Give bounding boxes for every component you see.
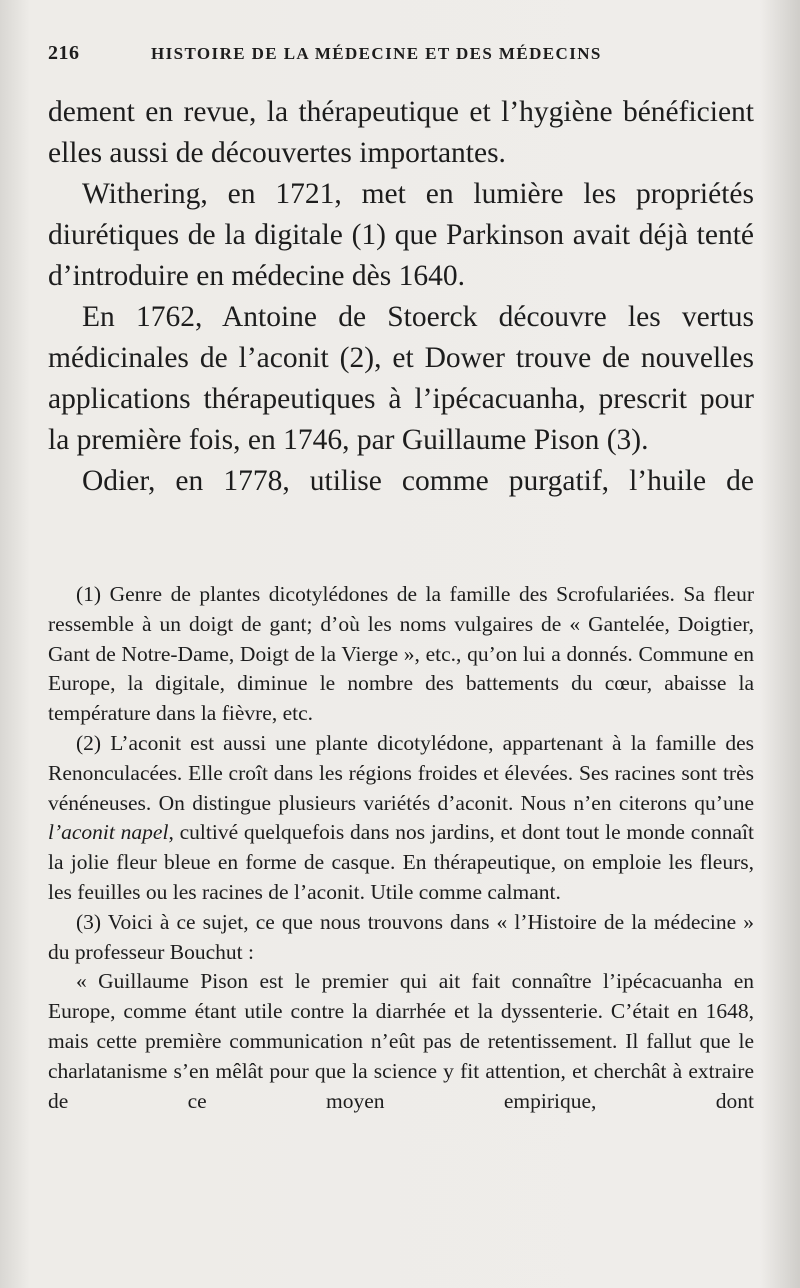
footnotes [48, 580, 754, 1116]
main-text [48, 92, 754, 502]
page-header [48, 42, 748, 72]
footnote-1: (1) Genre de plantes dicotylédones de la famille des Scrofulariées. Sa fleur ressemble à un doigt de gant; d’où les noms vulgaires de « Gantelée, Doigtier, Gant de Notre-Dame, Doigt de la Vierge », etc., qu’on lui a donnés. Commune en Europe, la digitale, diminue le nombre des battements du cœur, abaisse la température dans la fièvre, etc. [48, 582, 754, 726]
footnote-2-italic: l’aconit napel [48, 820, 169, 845]
paragraph-stoerck: En 1762, Antoine de Stoerck découvre les vertus médicinales de l’aconit (2), et Dower trouve de nouvelles applications thérapeutiques à l’ipécacuanha, prescrit pour la première fois, en 1746, par Guillaume Pison (3). [48, 301, 754, 456]
paragraph-continuation: dement en revue, la thérapeutique et l’hygiène bénéficient elles aussi de découvertes importantes. [48, 96, 754, 169]
footnote-2-text-b: , cultivé quelquefois dans nos jardins, et dont tout le monde connaît la jolie fleur bleue en forme de casque. En thérapeutique, on emploie les fleurs, les feuilles ou les racines de l’aconit. Utile comme calmant. [48, 820, 755, 904]
running-head: HISTOIRE DE LA MÉDECINE ET DES MÉDECINS [151, 44, 602, 63]
footnote-separator [48, 556, 754, 557]
page-number: 216 [48, 42, 80, 64]
paragraph-odier: Odier, en 1778, utilise comme purgatif, l’huile de [82, 465, 754, 497]
footnote-3-quote: « Guillaume Pison est le premier qui ait fait connaître l’ipécacuanha en Europe, comme étant utile contre la diarrhée et la dyssenterie. C’était en 1648, mais cette première communication n’eût pas de retentissement. Il fallut que le charlatanisme s’en mêlât pour que la science y fit attention, et cherchât à extraire de ce moyen empirique, dont [48, 969, 754, 1113]
footnote-2-text-a: (2) L’aconit est aussi une plante dicotylédone, appartenant à la famille des Renonculacées. Elle croît dans les régions froides et élevées. Ses racines sont très vénéneuses. On distingue plusieurs variétés d’aconit. Nous n’en citerons qu’une [48, 730, 754, 815]
footnote-3: (3) Voici à ce sujet, ce que nous trouvons dans « l’Histoire de la médecine » du professeur Bouchut : [48, 909, 754, 964]
paragraph-withering: Withering, en 1721, met en lumière les propriétés diurétiques de la digitale (1) que Parkinson avait déjà tenté d’introduire en médecine dès 1640. [48, 178, 754, 292]
footnote-2 [48, 729, 754, 908]
